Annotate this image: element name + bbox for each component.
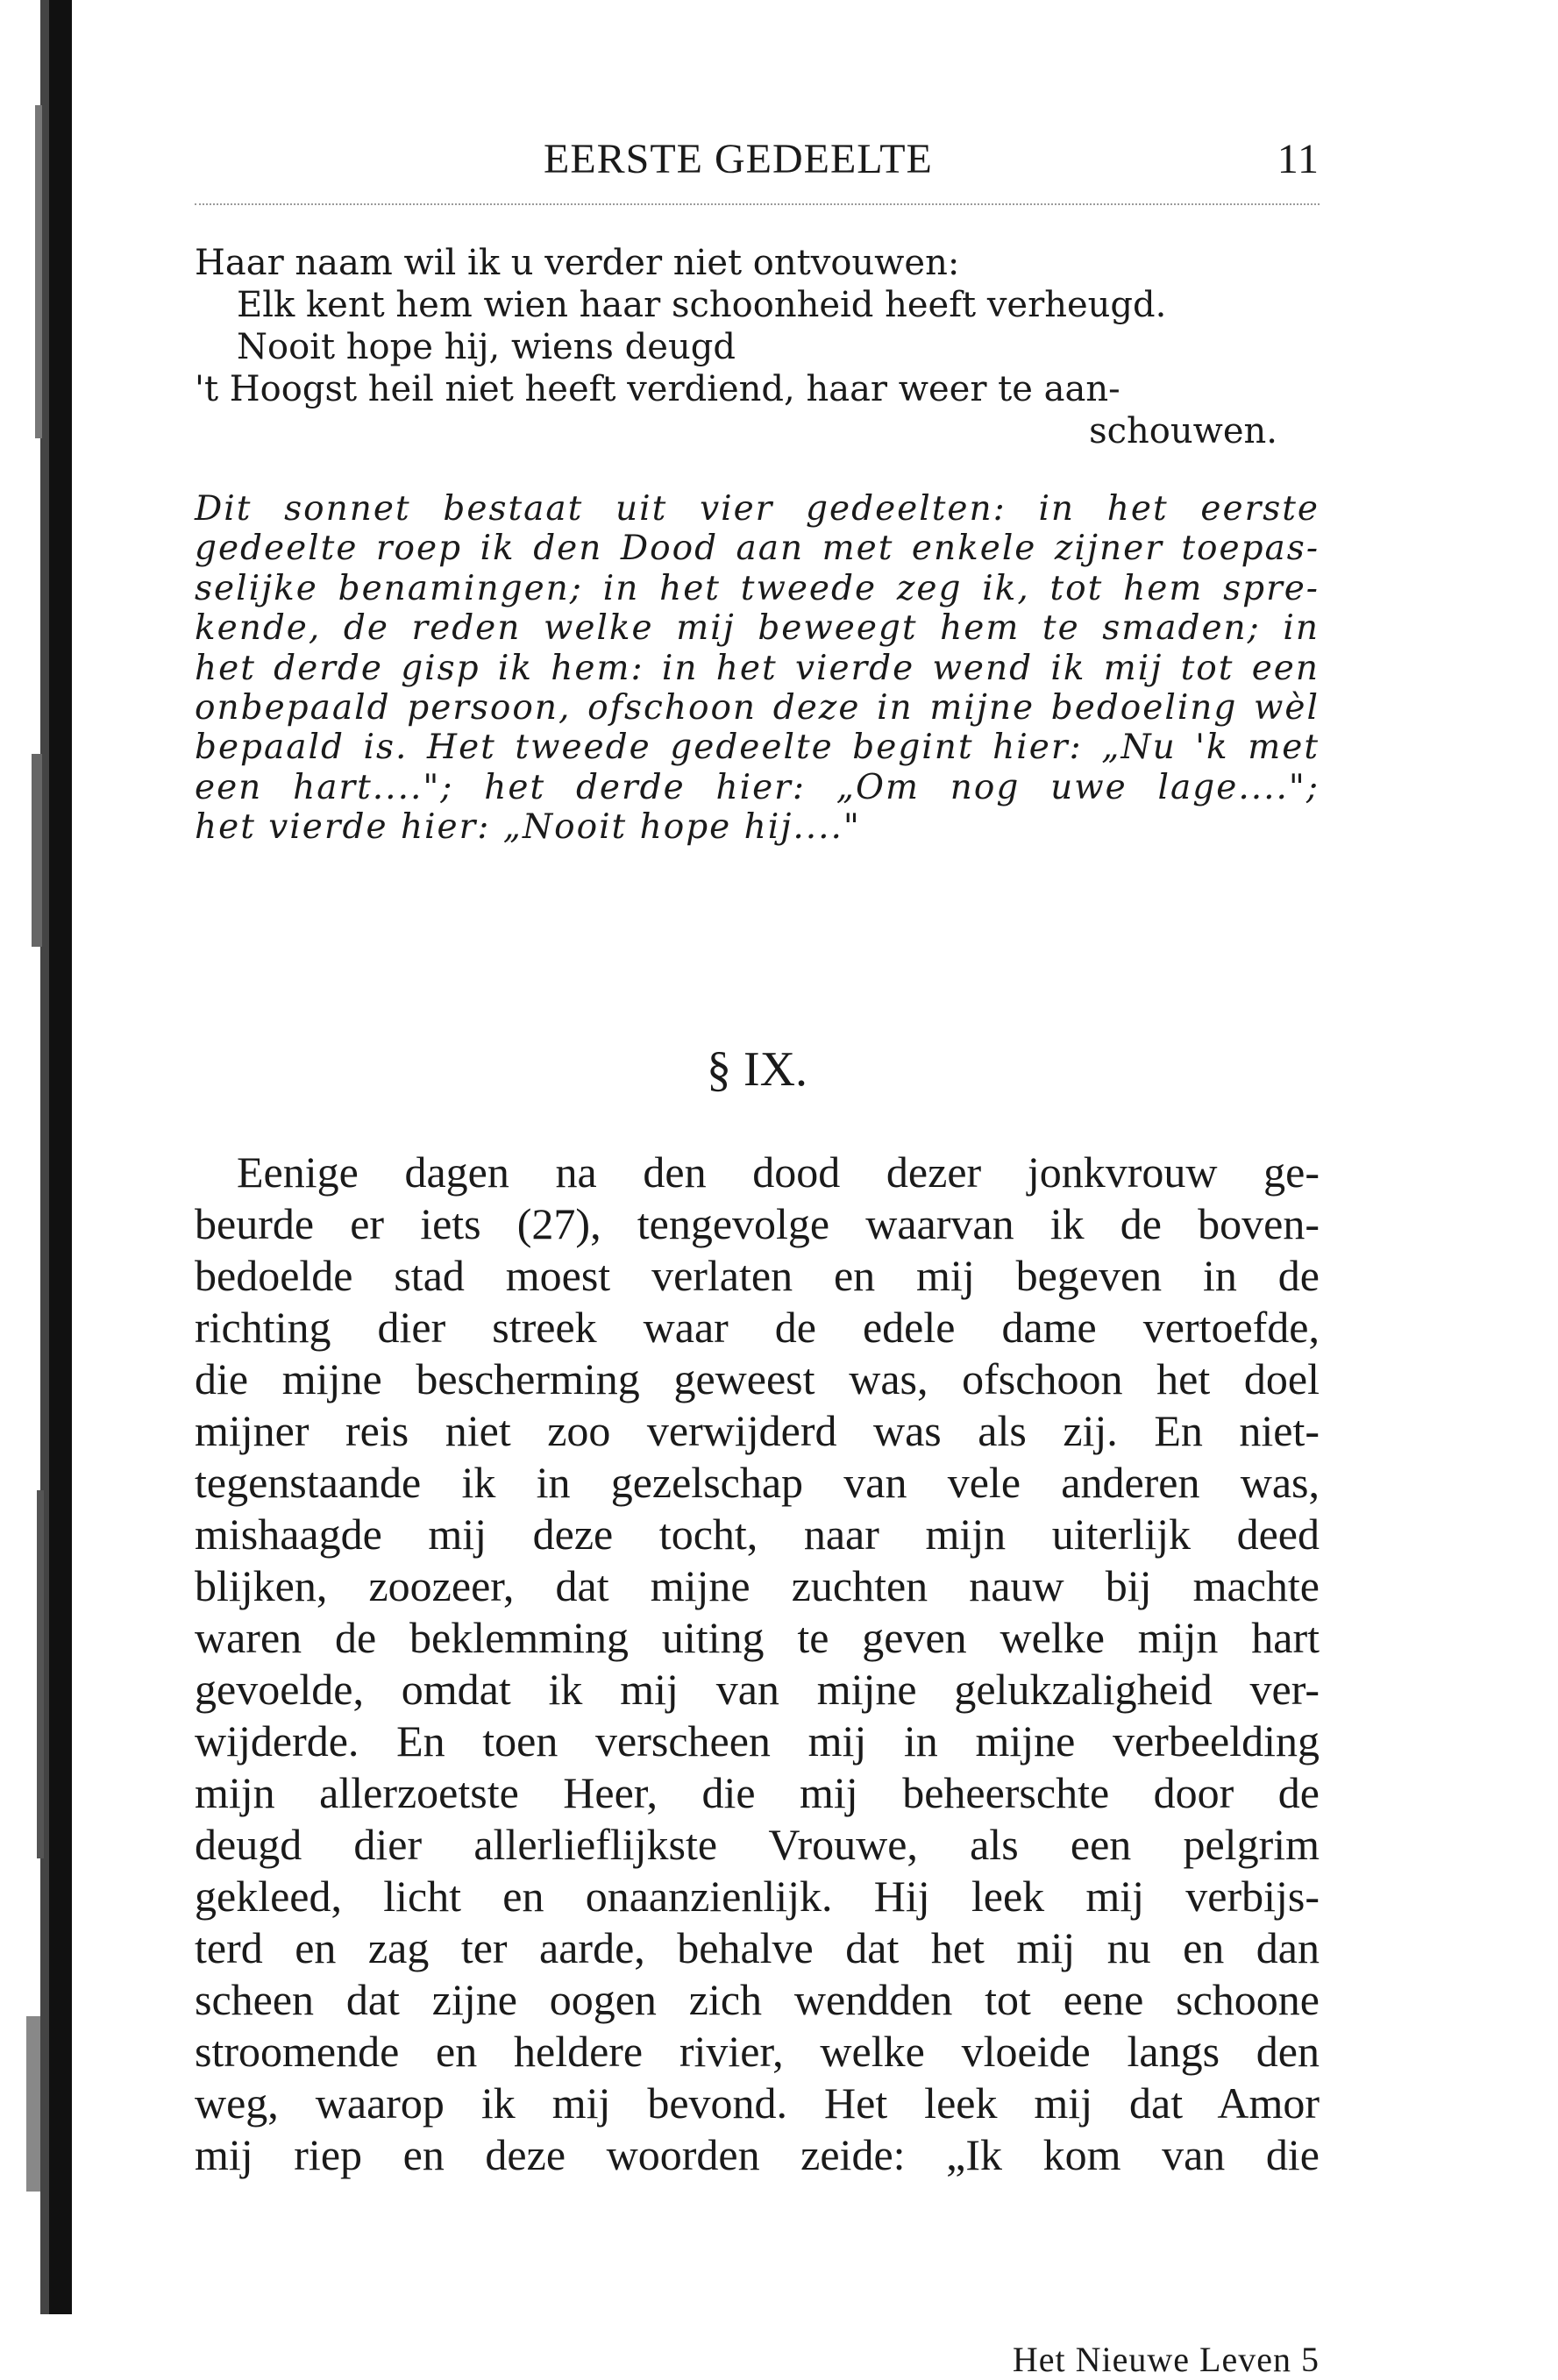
poem-line: Nooit hope hij, wiens deugd bbox=[237, 327, 736, 367]
page-number: 11 bbox=[1277, 136, 1320, 182]
commentary-line: kende, de reden welke mij beweegt hem te smaden; in bbox=[195, 608, 1320, 649]
poem-stanza bbox=[195, 242, 1320, 452]
body-line: terd en zag ter aarde, behalve dat het mij nu en dan bbox=[195, 1923, 1320, 1972]
body-line: tegenstaande ik in gezelschap van vele anderen was, bbox=[195, 1458, 1320, 1507]
body-line: mishaagde mij deze tocht, naar mijn uiterlijk deed bbox=[195, 1510, 1320, 1559]
commentary-line: het vierde hier: „Nooit hope hij...." bbox=[195, 807, 861, 848]
body-line: beurde er iets (27), tengevolge waarvan ik de boven- bbox=[195, 1199, 1320, 1248]
commentary-line: een hart...."; het derde hier: „Om nog uwe lage...."; bbox=[195, 767, 1320, 807]
poem-line: Haar naam wil ik u verder niet ontvouwen: bbox=[195, 243, 960, 283]
body-line: gekleed, licht en onaanzienlijk. Hij leek mij verbijs- bbox=[195, 1872, 1320, 1921]
body-line: weg, waarop ik mij bevond. Het leek mij dat Amor bbox=[195, 2078, 1320, 2128]
body-line: blijken, zoozeer, dat mijne zuchten nauw bij machte bbox=[195, 1561, 1320, 1610]
body-line: scheen dat zijne oogen zich wendden tot eene schoone bbox=[195, 1975, 1320, 2024]
section-heading: § IX. bbox=[706, 1042, 808, 1097]
body-line: waren de beklemming uiting te geven welke mijn hart bbox=[195, 1613, 1320, 1662]
footer-signature-mark: Het Nieuwe Leven 5 bbox=[1012, 2340, 1320, 2379]
body-line: die mijne bescherming geweest was, ofschoon het doel bbox=[195, 1354, 1320, 1403]
body-line: Eenige dagen na den dood dezer jonkvrouw ge- bbox=[237, 1147, 1320, 1197]
commentary-paragraph bbox=[195, 489, 1320, 848]
body-line: mij riep en deze woorden zeide: „Ik kom van die bbox=[195, 2130, 1320, 2179]
commentary-line: bepaald is. Het tweede gedeelte begint hier: „Nu 'k met bbox=[195, 728, 1320, 768]
body-line: stroomende en heldere rivier, welke vloeide langs den bbox=[195, 2027, 1320, 2076]
body-paragraph bbox=[195, 1147, 1320, 2181]
body-line: mijner reis niet zoo verwijderd was als zij. En niet- bbox=[195, 1406, 1320, 1455]
body-line: richting dier streek waar de edele dame vertoefde, bbox=[195, 1303, 1320, 1352]
poem-line: schouwen. bbox=[1089, 411, 1277, 451]
body-line: wijderde. En toen verscheen mij in mijne verbeelding bbox=[195, 1716, 1320, 1765]
body-line: deugd dier allerlieflijkste Vrouwe, als een pelgrim bbox=[195, 1820, 1320, 1869]
commentary-line: Dit sonnet bestaat uit vier gedeelten: in het eerste bbox=[195, 489, 1320, 529]
poem-line: Elk kent hem wien haar schoonheid heeft verheugd. bbox=[237, 285, 1167, 325]
book-page bbox=[195, 130, 1320, 2379]
commentary-line: onbepaald persoon, ofschoon deze in mijne bedoeling wèl bbox=[195, 687, 1320, 728]
book-spine-edge bbox=[0, 0, 77, 2314]
running-header-title: EERSTE GEDEELTE bbox=[544, 136, 933, 182]
poem-line: 't Hoogst heil niet heeft verdiend, haar weer te aan- bbox=[195, 369, 1120, 409]
body-line: mijn allerzoetste Heer, die mij beheerschte door de bbox=[195, 1768, 1320, 1817]
header-divider bbox=[195, 203, 1320, 205]
commentary-line: gedeelte roep ik den Dood aan met enkele zijner toepas- bbox=[195, 529, 1320, 569]
body-line: bedoelde stad moest verlaten en mij begeven in de bbox=[195, 1251, 1320, 1300]
commentary-line: het derde gisp ik hem: in het vierde wend ik mij tot een bbox=[195, 648, 1320, 688]
running-header bbox=[195, 130, 1320, 193]
commentary-line: selijke benamingen; in het tweede zeg ik, tot hem spre- bbox=[195, 568, 1320, 608]
body-line: gevoelde, omdat ik mij van mijne gelukzaligheid ver- bbox=[195, 1665, 1320, 1714]
